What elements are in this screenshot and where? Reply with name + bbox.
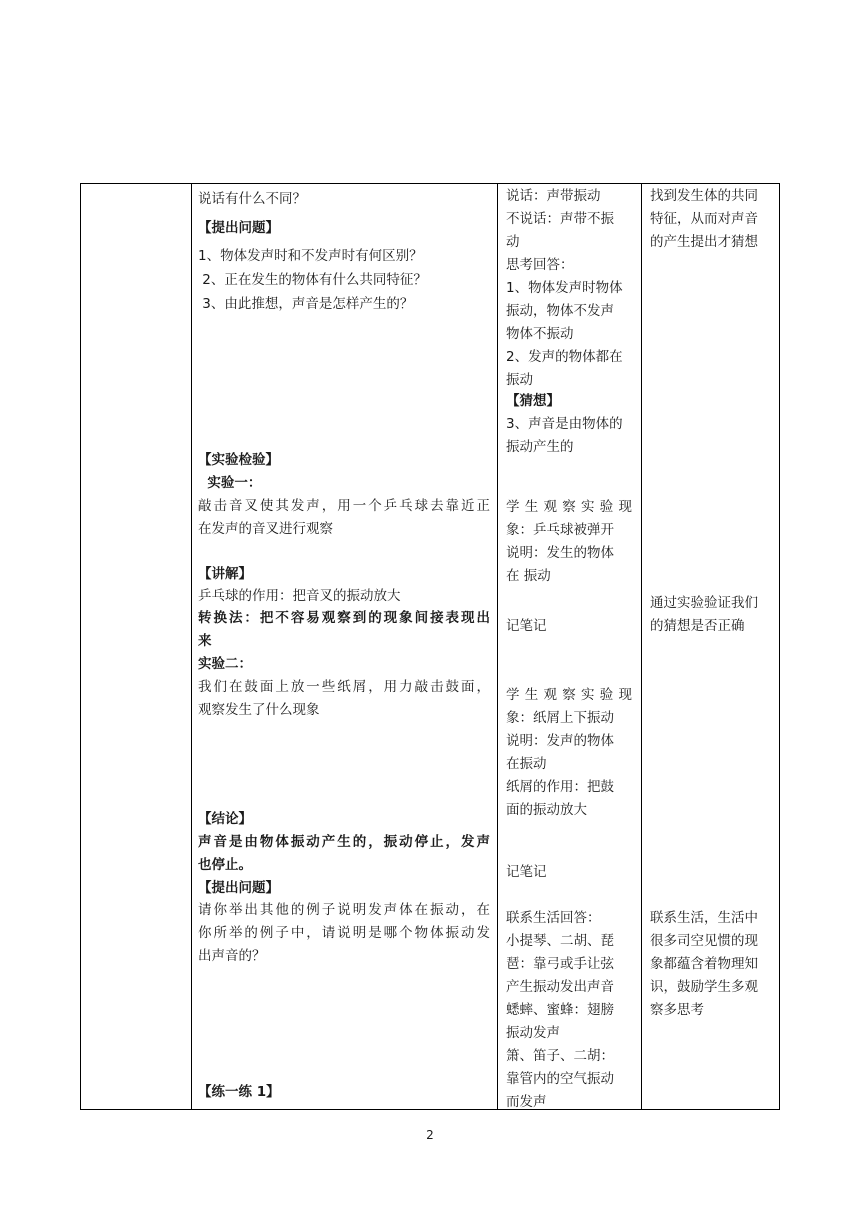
experiment-title: 实验一： (198, 475, 262, 491)
page-number: 2 (426, 1128, 434, 1142)
text-line: 的猜想是否正确 (650, 618, 745, 634)
section-heading: 【猜想】 (506, 393, 560, 409)
text-line: 察多思考 (650, 1002, 704, 1018)
text-line: 你所举的例子中，请说明是哪个物体振动发 (198, 925, 490, 941)
text-line: 观察发生了什么现象 (198, 702, 320, 718)
section-heading: 【讲解】 (198, 566, 252, 582)
text-line: 找到发生体的共同 (650, 188, 758, 204)
text-line: 2、发声的物体都在 (506, 349, 623, 365)
text-line: 敲击音叉使其发声，用一个乒乓球去靠近正 (198, 498, 490, 514)
section-heading: 【练一练 1】 (198, 1084, 280, 1100)
text-line: 联系生活，生活中 (650, 910, 758, 926)
column-divider (641, 184, 642, 1109)
text-line: 象都蕴含着物理知 (650, 956, 758, 972)
key-concept: 转换法：把不容易观察到的现象间接表现出 (198, 610, 490, 626)
text-line: 象：乒乓球被弹开 (506, 522, 614, 538)
text-line: 振动发声 (506, 1025, 560, 1041)
text-line: 乒乓球的作用：把音叉的振动放大 (198, 588, 401, 604)
conclusion: 也停止。 (198, 857, 252, 873)
text-line: 在 振动 (506, 568, 551, 584)
text-line: 记笔记 (506, 618, 547, 634)
text-line: 的产生提出才猜想 (650, 234, 758, 250)
text-line: 小提琴、二胡、琵 (506, 933, 614, 949)
text-line: 振动，物体不发声 (506, 303, 614, 319)
text-line: 琶：靠弓或手让弦 (506, 956, 614, 972)
section-heading: 【提出问题】 (198, 880, 279, 896)
text-line: 靠管内的空气振动 (506, 1071, 614, 1087)
column-divider (497, 184, 498, 1109)
text-line: 通过实验验证我们 (650, 595, 758, 611)
text-line: 特征，从而对声音 (650, 211, 758, 227)
text-line: 在振动 (506, 756, 547, 772)
text-line: 箫、笛子、二胡： (506, 1048, 614, 1064)
text-line: 象：纸屑上下振动 (506, 710, 614, 726)
text-line: 而发声 (506, 1094, 547, 1110)
text-line: 学生观察实验现 (506, 499, 632, 515)
text-line: 说话：声带振动 (506, 188, 601, 204)
text-line: 面的振动放大 (506, 802, 587, 818)
conclusion: 声音是由物体振动产生的，振动停止，发声 (198, 834, 490, 850)
question-line: 3、由此推想，声音是怎样产生的？ (198, 296, 414, 312)
text-line: 说明：发生的物体 (506, 545, 614, 561)
section-heading: 【结论】 (198, 811, 252, 827)
experiment-title: 实验二： (198, 656, 252, 672)
column-divider (191, 184, 192, 1109)
text-line: 请你举出其他的例子说明发声体在振动，在 (198, 902, 490, 918)
text-line: 纸屑的作用：把鼓 (506, 779, 614, 795)
section-heading: 【实验检验】 (198, 452, 279, 468)
text-line: 说明：发声的物体 (506, 733, 614, 749)
text-line: 不说话：声带不振 (506, 211, 614, 227)
text-line: 3、声音是由物体的 (506, 416, 623, 432)
text-line: 在发声的音叉进行观察 (198, 521, 333, 537)
key-concept: 来 (198, 633, 212, 649)
question-line: 2、正在发生的物体有什么共同特征？ (198, 272, 427, 288)
text-line: 振动产生的 (506, 439, 574, 455)
text-line: 动 (506, 234, 520, 250)
text-line: 蟋蟀、蜜蜂：翅膀 (506, 1002, 614, 1018)
text-line: 思考回答： (506, 257, 574, 273)
text-line: 联系生活回答： (506, 910, 601, 926)
text-line: 学生观察实验现 (506, 687, 632, 703)
text-line: 记笔记 (506, 864, 547, 880)
text-line: 很多司空见惯的现 (650, 933, 758, 949)
text-line: 1、物体发声时物体 (506, 280, 623, 296)
section-heading: 【提出问题】 (198, 220, 279, 236)
text-line: 产生振动发出声音 (506, 979, 614, 995)
question-line: 1、物体发声时和不发声时有何区别？ (198, 248, 423, 264)
text-line: 物体不振动 (506, 326, 574, 342)
text-line: 识，鼓励学生多观 (650, 979, 758, 995)
text-line: 我们在鼓面上放一些纸屑，用力敲击鼓面， (198, 679, 490, 695)
text-line: 说话有什么不同？ (198, 191, 306, 207)
text-line: 振动 (506, 372, 533, 388)
text-line: 出声音的？ (198, 948, 266, 964)
